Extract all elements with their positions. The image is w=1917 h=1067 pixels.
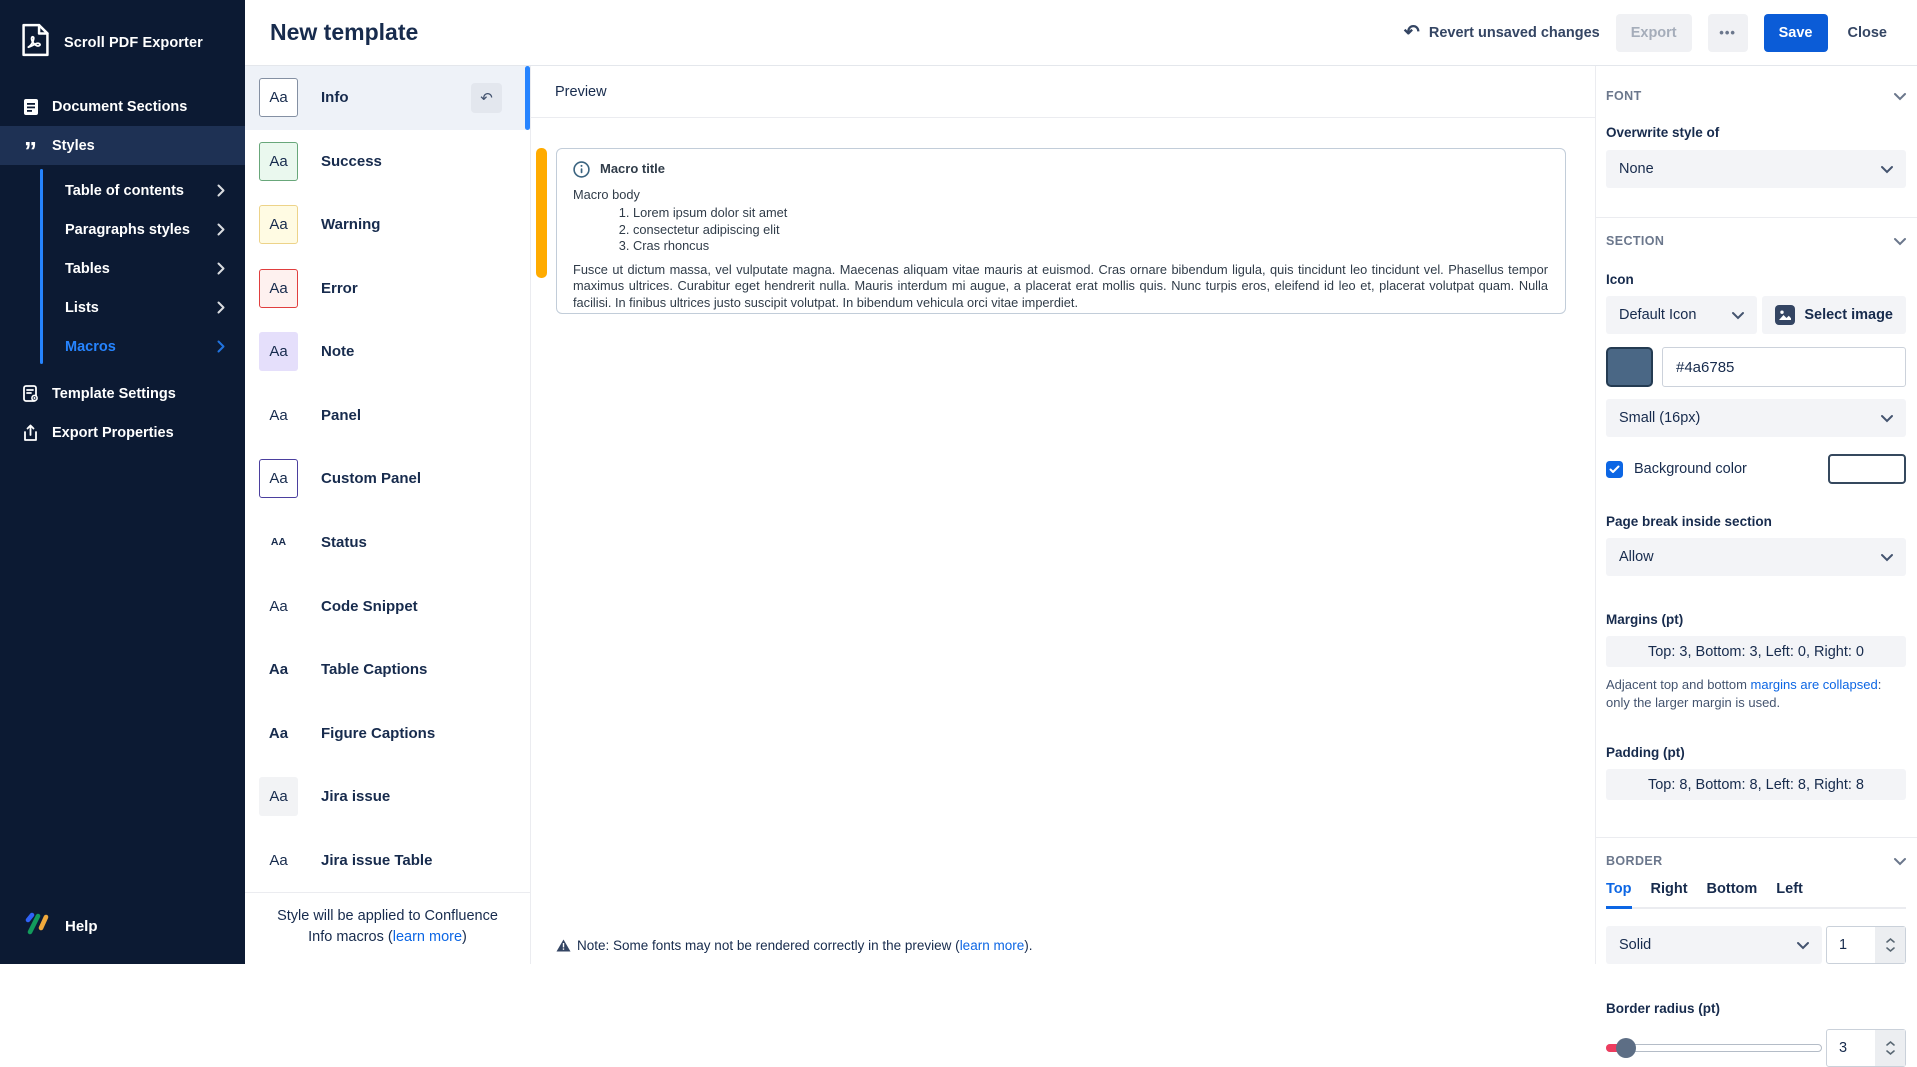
styles-subnav-item[interactable] [0, 171, 245, 210]
macro-style-label: Figure Captions [321, 724, 436, 742]
chevron-down-icon [1894, 238, 1906, 245]
app-logo-row [0, 14, 245, 87]
macro-style-item[interactable] [245, 765, 530, 829]
export-upload-icon [21, 424, 40, 442]
macro-style-item[interactable] [245, 828, 530, 892]
macro-style-label: Jira issue [321, 788, 391, 806]
macro-style-label: Note [321, 343, 355, 361]
margins-help-text: Adjacent top and bottom margins are collapsed: only the larger margin is used. [1606, 677, 1882, 711]
main-area [245, 0, 1917, 1057]
border-style-select[interactable]: Solid [1606, 926, 1822, 964]
preview-font-note: Note: Some fonts may not be rendered correctly in the preview (learn more). [556, 938, 1032, 953]
warning-icon [556, 939, 571, 952]
chevron-right-icon [217, 301, 225, 314]
revert-label: Revert unsaved changes [1428, 24, 1600, 41]
styles-subnav-item[interactable] [0, 327, 245, 366]
revert-unsaved-changes-button[interactable] [1404, 23, 1600, 42]
styles-subnav-item[interactable] [0, 288, 245, 327]
styles-subnav-item[interactable] [0, 210, 245, 249]
overwrite-style-select[interactable]: None [1606, 150, 1906, 188]
styles-subnav [0, 165, 245, 374]
top-toolbar [245, 0, 1917, 66]
select-image-button[interactable]: Select image [1762, 296, 1906, 334]
style-swatch: Aa [259, 142, 298, 181]
macro-list-footer: Style will be applied to Confluence Info macros (learn more) [245, 892, 530, 964]
macro-style-item[interactable] [245, 638, 530, 702]
icon-label: Icon [1606, 272, 1634, 287]
chevron-down-icon [1894, 93, 1906, 100]
background-color-checkbox[interactable] [1606, 461, 1623, 478]
style-swatch: Aa [269, 851, 288, 869]
subnav-item-label: Tables [65, 260, 110, 277]
border-side-tab[interactable]: Bottom [1706, 881, 1758, 898]
style-swatch: Aa [259, 78, 298, 117]
macro-style-item[interactable] [245, 384, 530, 448]
macro-preview-list [573, 205, 1548, 254]
padding-field[interactable]: Top: 8, Bottom: 8, Left: 8, Right: 8 [1606, 769, 1906, 800]
macro-style-item[interactable] [245, 193, 530, 257]
background-color-swatch[interactable] [1828, 454, 1906, 484]
macro-preview-body: Macro body [573, 187, 640, 202]
stepper-up-icon [1886, 1041, 1895, 1046]
section-section-header[interactable]: SECTION [1606, 234, 1906, 248]
stepper-buttons[interactable] [1875, 1030, 1905, 1066]
subnav-item-label: Macros [65, 338, 116, 355]
macro-style-label: Jira issue Table [321, 851, 433, 869]
toolbar-actions [1404, 14, 1891, 52]
overwrite-style-label: Overwrite style of [1606, 125, 1720, 140]
border-radius-input[interactable]: 3 [1826, 1029, 1906, 1067]
style-swatch: Aa [259, 269, 298, 308]
undo-icon: ↶ [1403, 22, 1420, 43]
macro-preview-paragraph: Fusce ut dictum massa, vel vulputate magna. Maecenas aliquam vitae mauris at euismod. Cras ornare bibendum ligula, quis tincidunt leo tincidunt vel. Phasellus tempor maximus ultrices. Curabitur eget hendrerit nulla. Mauris interdum mi augue, a placerat erat mollis quis. Nunc turpis eros, eleifend id leo et, placerat volutpat quam. Nulla facilisi. In finibus ultrices justo suscipit volutpat. In bibendum vehicula orci vitae imperdiet. [573, 262, 1548, 310]
style-swatch: Aa [259, 459, 298, 498]
more-options-button[interactable]: ••• [1708, 14, 1748, 52]
help-label: Help [65, 917, 98, 935]
macro-style-item[interactable] [245, 66, 530, 130]
unsaved-changes-indicator-bar [536, 148, 547, 278]
macro-preview-title: Macro title [600, 161, 666, 177]
style-swatch: AA [270, 536, 287, 549]
sidebar [0, 0, 245, 964]
save-button[interactable]: Save [1764, 14, 1828, 52]
help-button[interactable] [0, 894, 245, 964]
sidebar-item-label: Export Properties [52, 424, 174, 441]
image-icon [1775, 305, 1795, 325]
subnav-item-label: Paragraphs styles [65, 221, 190, 238]
sidebar-item-styles[interactable] [0, 126, 245, 165]
macro-style-item[interactable] [245, 257, 530, 321]
macro-style-item[interactable] [245, 447, 530, 511]
border-side-tab[interactable]: Right [1650, 881, 1688, 898]
close-button[interactable]: Close [1844, 14, 1892, 52]
border-radius-slider[interactable] [1606, 1038, 1822, 1058]
preview-header: Preview [531, 66, 1595, 118]
background-color-label: Background color [1634, 461, 1747, 477]
preview-pane [531, 66, 1595, 964]
sidebar-item-label: Document Sections [52, 98, 188, 115]
chevron-right-icon [217, 223, 225, 236]
macro-style-label: Error [321, 279, 358, 297]
sidebar-item-template-settings[interactable] [0, 374, 245, 413]
style-settings-panel [1595, 66, 1917, 1057]
border-side-tabs [1606, 881, 1906, 909]
export-button[interactable]: Export [1616, 14, 1692, 52]
margins-collapsed-link[interactable]: margins are collapsed [1750, 677, 1878, 692]
k15t-logo-icon [22, 912, 52, 940]
macro-style-item[interactable] [245, 511, 530, 575]
icon-color-hex-input[interactable] [1662, 347, 1906, 387]
border-section-header[interactable]: BORDER [1606, 854, 1906, 868]
chevron-right-icon [217, 184, 225, 197]
check-icon [1609, 465, 1620, 474]
macro-style-item[interactable] [245, 574, 530, 638]
slider-thumb[interactable] [1616, 1038, 1636, 1058]
info-icon [573, 161, 590, 178]
quote-icon: ” [24, 135, 37, 166]
icon-size-select[interactable]: Small (16px) [1606, 399, 1906, 437]
list-item: 2. consectetur adipiscing elit [633, 222, 1548, 238]
style-swatch: Aa [259, 777, 298, 816]
style-swatch: Aa [269, 406, 288, 424]
font-section-header[interactable]: FONT [1606, 89, 1906, 103]
sidebar-item-document-sections[interactable] [0, 87, 245, 126]
macro-style-label: Custom Panel [321, 470, 422, 488]
macro-style-label: Panel [321, 406, 362, 424]
macro-style-list [245, 66, 531, 964]
stepper-up-icon [1886, 938, 1895, 943]
sidebar-item-label: Template Settings [52, 385, 176, 402]
border-side-tab[interactable]: Top [1606, 881, 1632, 909]
icon-type-select[interactable]: Default Icon [1606, 296, 1757, 334]
subnav-item-label: Lists [65, 299, 99, 316]
pdf-exporter-logo-icon [20, 22, 51, 63]
style-swatch: Aa [259, 205, 298, 244]
sidebar-item-label: Styles [52, 137, 95, 154]
macro-style-label: Table Captions [321, 661, 428, 679]
style-swatch: Aa [268, 661, 289, 679]
macro-style-label: Success [321, 152, 382, 170]
macro-style-label: Status [321, 533, 367, 551]
macro-style-item[interactable] [245, 320, 530, 384]
macro-style-item[interactable] [245, 130, 530, 194]
list-item: 1. Lorem ipsum dolor sit amet [633, 205, 1548, 221]
macro-style-label: Code Snippet [321, 597, 418, 615]
page-title: New template [270, 19, 419, 45]
styles-subnav-item[interactable] [0, 249, 245, 288]
stepper-buttons[interactable] [1875, 927, 1905, 963]
chevron-down-icon [1881, 166, 1893, 173]
template-settings-icon [21, 385, 40, 403]
app-title: Scroll PDF Exporter [64, 34, 203, 51]
macro-style-item[interactable] [245, 701, 530, 765]
list-item: 3. Cras rhoncus [633, 238, 1548, 254]
stepper-down-icon [1886, 947, 1895, 952]
chevron-right-icon [217, 262, 225, 275]
style-swatch: Aa [259, 332, 298, 371]
chevron-down-icon [1732, 312, 1744, 319]
chevron-down-icon [1894, 858, 1906, 865]
page-break-select[interactable]: Allow [1606, 538, 1906, 576]
subnav-item-label: Table of contents [65, 182, 184, 199]
chevron-down-icon [1881, 415, 1893, 422]
document-icon [21, 98, 40, 116]
chevron-right-icon [217, 340, 225, 353]
border-radius-label: Border radius (pt) [1606, 1001, 1721, 1017]
revert-style-button[interactable]: ↶ [471, 83, 502, 113]
padding-label: Padding (pt) [1606, 745, 1685, 761]
sidebar-item-export-properties[interactable] [0, 413, 245, 452]
style-swatch: Aa [268, 724, 289, 742]
macro-style-label: Info [321, 89, 349, 107]
chevron-down-icon [1797, 942, 1809, 949]
margins-label: Margins (pt) [1606, 612, 1684, 627]
chevron-down-icon [1881, 554, 1893, 561]
style-swatch: Aa [269, 597, 288, 615]
macro-style-label: Warning [321, 216, 381, 234]
stepper-down-icon [1886, 1050, 1895, 1055]
margins-field[interactable]: Top: 3, Bottom: 3, Left: 0, Right: 0 [1606, 636, 1906, 667]
border-side-tab[interactable]: Left [1776, 881, 1803, 898]
border-width-input[interactable]: 1 [1826, 926, 1906, 964]
icon-color-swatch[interactable] [1606, 347, 1653, 387]
learn-more-link[interactable]: learn more [959, 938, 1025, 953]
learn-more-link[interactable]: learn more [392, 928, 463, 945]
page-break-label: Page break inside section [1606, 514, 1772, 529]
info-macro-preview [556, 148, 1566, 314]
